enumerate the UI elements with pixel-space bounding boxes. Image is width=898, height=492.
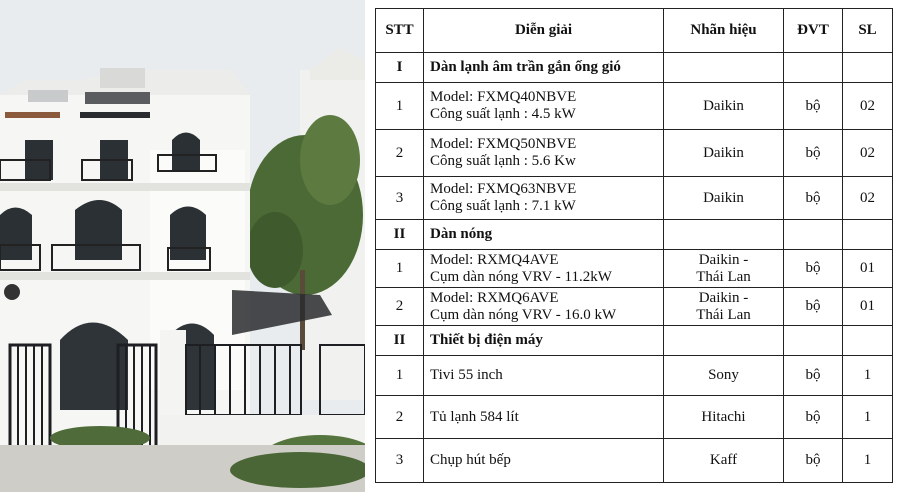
row-quantity: 01 <box>843 288 893 326</box>
row-description <box>424 83 664 130</box>
row-unit: bộ <box>784 396 843 439</box>
table-row <box>376 130 893 177</box>
row-description <box>424 177 664 220</box>
description-line-1: Tivi 55 inch <box>430 367 503 383</box>
row-quantity: 02 <box>843 130 893 177</box>
row-description <box>424 288 664 326</box>
row-quantity: 1 <box>843 396 893 439</box>
table-row <box>376 288 893 326</box>
empty-cell <box>784 326 843 356</box>
row-brand <box>664 130 784 177</box>
empty-cell <box>843 326 893 356</box>
section-id: I <box>376 53 424 83</box>
empty-cell <box>843 53 893 83</box>
row-stt: 3 <box>376 439 424 483</box>
empty-cell <box>843 220 893 250</box>
section-id: II <box>376 220 424 250</box>
table-row <box>376 83 893 130</box>
row-brand <box>664 396 784 439</box>
section-title: Dàn nóng <box>424 220 664 250</box>
header-brand: Nhãn hiệu <box>664 9 784 53</box>
row-quantity: 1 <box>843 356 893 396</box>
brand-line-2: Thái Lan <box>696 268 751 285</box>
header-unit: ĐVT <box>784 9 843 53</box>
row-quantity: 02 <box>843 83 893 130</box>
row-unit: bộ <box>784 356 843 396</box>
row-description <box>424 356 664 396</box>
section-title: Thiết bị điện máy <box>424 326 664 356</box>
row-brand <box>664 356 784 396</box>
row-unit: bộ <box>784 439 843 483</box>
empty-cell <box>664 220 784 250</box>
row-unit: bộ <box>784 250 843 288</box>
description-line-2: Cụm dàn nóng VRV - 16.0 kW <box>430 306 617 323</box>
description-line-1: Model: RXMQ6AVE <box>430 289 559 306</box>
description-line-1: Model: RXMQ4AVE <box>430 251 559 268</box>
description-line-1: Model: FXMQ50NBVE <box>430 136 577 152</box>
description-line-2: Công suất lạnh : 7.1 kW <box>430 198 576 214</box>
brand-line-1: Daikin <box>703 144 744 161</box>
empty-cell <box>664 326 784 356</box>
section-id: II <box>376 326 424 356</box>
description-line-2: Công suất lạnh : 5.6 Kw <box>430 153 576 169</box>
row-description <box>424 439 664 483</box>
row-stt: 2 <box>376 288 424 326</box>
header-stt: STT <box>376 9 424 53</box>
description-line-2: Cụm dàn nóng VRV - 11.2kW <box>430 268 612 285</box>
header-description: Diễn giải <box>424 9 664 53</box>
empty-cell <box>784 220 843 250</box>
description-line-2: Công suất lạnh : 4.5 kW <box>430 106 576 122</box>
brand-line-1: Daikin <box>703 97 744 114</box>
brand-line-2: Thái Lan <box>696 306 751 323</box>
description-line-1: Chụp hút bếp <box>430 452 511 468</box>
row-stt: 1 <box>376 250 424 288</box>
brand-line-1: Daikin - <box>698 289 749 306</box>
description-line-1: Tủ lạnh 584 lít <box>430 408 519 425</box>
row-unit: bộ <box>784 288 843 326</box>
table-row <box>376 439 893 483</box>
row-unit: bộ <box>784 177 843 220</box>
row-description <box>424 250 664 288</box>
row-description <box>424 396 664 439</box>
row-brand <box>664 288 784 326</box>
row-stt: 2 <box>376 396 424 439</box>
brand-line-1: Daikin - <box>698 251 749 268</box>
row-stt: 2 <box>376 130 424 177</box>
section-row <box>376 326 893 356</box>
row-stt: 1 <box>376 356 424 396</box>
row-quantity: 01 <box>843 250 893 288</box>
row-unit: bộ <box>784 83 843 130</box>
row-description <box>424 130 664 177</box>
header-row <box>376 9 893 53</box>
header-quantity: SL <box>843 9 893 53</box>
row-brand <box>664 83 784 130</box>
villa-photo <box>0 0 365 492</box>
row-stt: 1 <box>376 83 424 130</box>
row-unit: bộ <box>784 130 843 177</box>
brand-line-1: Kaff <box>709 452 738 468</box>
empty-cell <box>664 53 784 83</box>
table-row <box>376 177 893 220</box>
description-line-1: Model: FXMQ40NBVE <box>430 89 577 105</box>
table-row <box>376 250 893 288</box>
brand-line-1: Daikin <box>703 189 744 206</box>
brand-line-1: Hitachi <box>701 408 746 425</box>
row-quantity: 02 <box>843 177 893 220</box>
section-row <box>376 220 893 250</box>
section-row <box>376 53 893 83</box>
row-quantity: 1 <box>843 439 893 483</box>
section-title: Dàn lạnh âm trần gắn ống gió <box>424 53 664 83</box>
row-stt: 3 <box>376 177 424 220</box>
row-brand <box>664 439 784 483</box>
brand-line-1: Sony <box>708 367 739 383</box>
table-row <box>376 396 893 439</box>
row-brand <box>664 250 784 288</box>
table-row <box>376 356 893 396</box>
equipment-table <box>375 8 893 483</box>
row-brand <box>664 177 784 220</box>
empty-cell <box>784 53 843 83</box>
description-line-1: Model: FXMQ63NBVE <box>430 181 577 197</box>
